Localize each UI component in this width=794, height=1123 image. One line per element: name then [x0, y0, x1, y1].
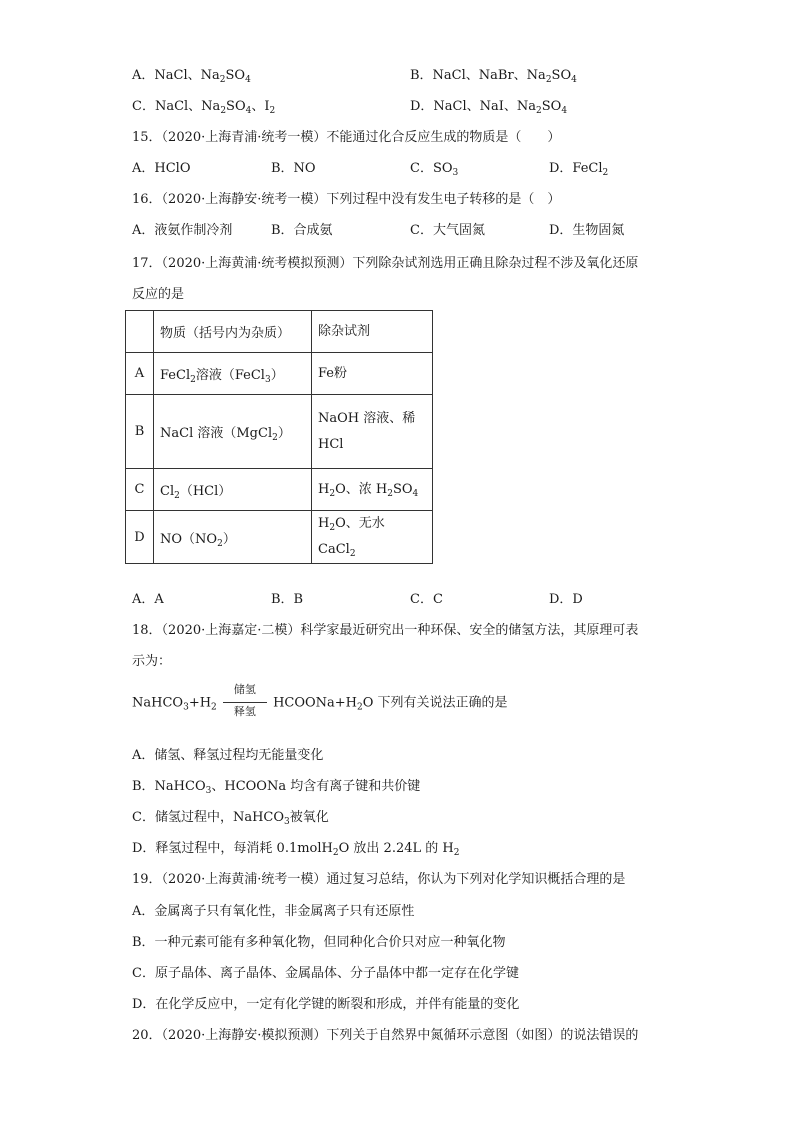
row-label: B	[126, 395, 154, 469]
q15-stem: 15．（2020·上海青浦·统考一模）不能通过化合反应生成的物质是（ ）	[132, 130, 561, 145]
q17-option-d: D．D	[549, 592, 583, 607]
reagent-cell: $H_2O$、无水 CaCl$_2$	[312, 511, 433, 564]
q19-option-c: C．原子晶体、离子晶体、金属晶体、分子晶体中都一定存在化学键	[132, 966, 519, 981]
substance-cell: NaCl 溶液（MgCl$_2$）	[154, 395, 312, 469]
q18-equation: $NaHCO_3+H_2$ 储氢 释氢 $HCOONa+H_2O$ 下列有关说法正确的是	[132, 683, 508, 718]
q19-option-d: D．在化学反应中，一定有化学键的断裂和形成，并伴有能量的变化	[132, 997, 520, 1012]
row-label: D	[126, 511, 154, 564]
q18-option-b: B．NaHCO$_3$、HCOONa 均含有离子键和共价键	[132, 779, 421, 796]
q18-option-d: D．释氢过程中，每消耗 0.1molH$_2$O 放出 2.24L 的 $H_2$	[132, 841, 460, 858]
table-row	[126, 469, 433, 511]
table-row	[126, 353, 433, 395]
q18-option-c: C．储氢过程中，NaHCO$_3$被氧化	[132, 810, 329, 827]
q17-stem-line1: 17．（2020·上海黄浦·统考模拟预测）下列除杂试剂选用正确且除杂过程不涉及氧化还原	[132, 256, 639, 271]
reagent-cell: Fe粉	[312, 353, 433, 395]
table-row	[126, 511, 433, 564]
q17-option-c: C．C	[410, 592, 443, 607]
table-header-cell	[126, 311, 154, 353]
substance-cell: FeCl$_2$溶液（FeCl$_3$）	[154, 353, 312, 395]
arrow-top-label: 储氢	[233, 683, 256, 696]
substance-cell: $Cl_2(HCl)$	[154, 469, 312, 511]
q16-option-b: B．合成氨	[271, 223, 333, 238]
reagent-cell: $H_2O$、浓 $H_2SO_4$	[312, 469, 433, 511]
table-row	[126, 395, 433, 469]
q20-stem: 20．（2020·上海静安·模拟预测）下列关于自然界中氮循环示意图（如图）的说法错误的	[132, 1028, 639, 1043]
q15-option-a: A．HClO	[132, 161, 191, 176]
table-header-cell: 除杂试剂	[312, 311, 433, 353]
q16-option-d: D．生物固氮	[549, 223, 625, 238]
q14-option-b: B．NaCl、NaBr、$Na_2SO_4$	[410, 68, 577, 85]
q18-stem-line1: 18．（2020·上海嘉定·二模）科学家最近研究出一种环保、安全的储氢方法，其原理可表	[132, 623, 639, 638]
table-header-cell: 物质（括号内为杂质）	[154, 311, 312, 353]
q15-option-d: D．FeCl$_2$	[549, 161, 609, 178]
q15-option-c: C．$SO_3$	[410, 161, 459, 178]
q19-option-a: A．金属离子只有氧化性，非金属离子只有还原性	[132, 904, 415, 919]
q17-option-a: A．A	[132, 592, 164, 607]
reagent-cell: NaOH 溶液、稀HCl	[312, 395, 433, 469]
q17-option-b: B．B	[271, 592, 304, 607]
q14-option-c: C．NaCl、$Na_2SO_4$、$I_2$	[132, 99, 276, 116]
arrow-bottom-label: 释氢	[233, 705, 256, 718]
q18-stem-line2: 示为：	[132, 654, 172, 669]
q16-option-c: C．大气固氮	[410, 223, 485, 238]
table-header-row	[126, 311, 433, 353]
q19-stem: 19．（2020·上海黄浦·统考一模）通过复习总结，你认为下列对化学知识概括合理的是	[132, 872, 626, 887]
q16-stem: 16．（2020·上海静安·统考一模）下列过程中没有发生电子转移的是（ ）	[132, 192, 561, 207]
row-label: A	[126, 353, 154, 395]
q17-stem-line2: 反应的是	[132, 287, 185, 302]
q14-option-d: D．NaCl、NaI、$Na_2SO_4$	[410, 99, 568, 116]
q18-option-a: A．储氢、释氢过程均无能量变化	[132, 748, 324, 763]
q16-option-a: A．液氨作制冷剂	[132, 223, 233, 238]
q15-option-b: B．NO	[271, 161, 316, 176]
reversible-arrow-icon	[223, 683, 267, 718]
substance-cell: $NO(NO_2)$	[154, 511, 312, 564]
q17-table	[125, 310, 433, 564]
q19-option-b: B．一种元素可能有多种氧化物，但同种化合价只对应一种氧化物	[132, 935, 506, 950]
row-label: C	[126, 469, 154, 511]
q14-option-a: A．NaCl、$Na_2SO_4$	[132, 68, 251, 85]
